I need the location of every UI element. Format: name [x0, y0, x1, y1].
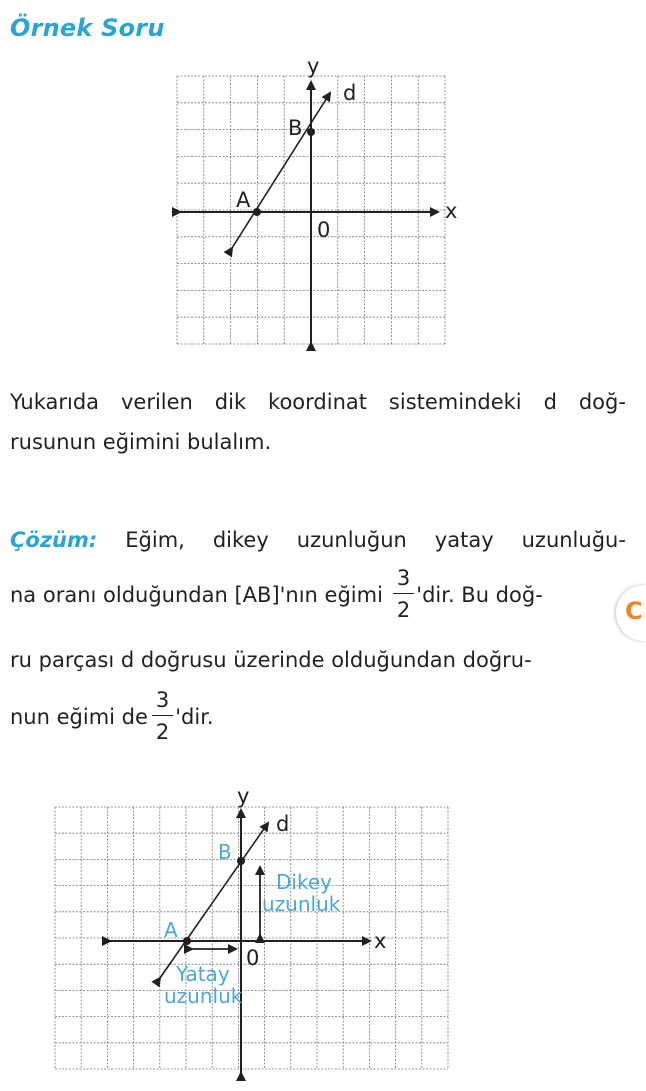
solution-word: Eğim, — [125, 528, 185, 552]
question-word: sistemindeki — [388, 390, 522, 414]
solution-text: nun eğimi de — [10, 704, 148, 729]
point-a — [253, 208, 261, 216]
question-word: doğ- — [578, 390, 626, 414]
solution-word: uzunluğu- — [521, 528, 626, 552]
solution-word: yatay — [434, 528, 494, 552]
y-axis-label: y — [237, 784, 250, 808]
line-d-label: d — [276, 812, 290, 836]
question-word: d — [543, 390, 557, 414]
solution-text: na oranı olduğundan [AB]'nın eğimi — [10, 582, 383, 607]
solution-word: uzunluğun — [296, 528, 407, 552]
x-axis-label: x — [374, 929, 387, 953]
point-a-label: A — [164, 918, 178, 942]
coordinate-graph-2 — [40, 785, 460, 1085]
solution-line-1 — [10, 528, 626, 552]
fraction-numerator: 3 — [152, 690, 173, 716]
point-a-label: A — [236, 188, 251, 212]
origin-label: 0 — [317, 218, 331, 242]
slope-fraction — [152, 690, 173, 743]
slope-fraction — [393, 568, 414, 621]
edge-tab-letter: C — [625, 597, 643, 625]
solution-line-2 — [10, 568, 626, 621]
line-d — [232, 93, 330, 248]
solution-line-4 — [10, 690, 626, 743]
y-axis-label: y — [307, 54, 320, 78]
line-d-label: d — [343, 81, 357, 105]
horizontal-length-label-line1: Yatay — [176, 962, 230, 986]
point-b-label: B — [288, 116, 303, 140]
question-word: Yukarıda — [10, 390, 100, 414]
solution-label: Çözüm: — [10, 528, 98, 552]
point-b — [307, 128, 315, 136]
horizontal-length-label-line2: uzunluk — [164, 984, 243, 1008]
origin-label: 0 — [246, 946, 260, 970]
x-axis-label: x — [445, 199, 458, 223]
question-line-2: rusunun eğimini bulalım. — [10, 430, 272, 454]
question-word: dik — [214, 390, 247, 414]
solution-text: 'dir. Bu doğ- — [416, 582, 543, 607]
solution-line-3: ru parçası d doğrusu üzerinde olduğundan doğru- — [10, 648, 532, 672]
fraction-denominator: 2 — [155, 720, 170, 744]
question-line-1 — [10, 390, 626, 414]
coordinate-graph-1 — [170, 55, 470, 355]
vertical-length-label-line1: Dikey — [276, 870, 332, 894]
fraction-numerator: 3 — [393, 568, 414, 594]
solution-word: dikey — [212, 528, 269, 552]
fraction-denominator: 2 — [396, 598, 411, 622]
point-b-label: B — [218, 840, 232, 864]
point-a — [183, 937, 191, 945]
question-word: verilen — [120, 390, 193, 414]
vertical-length-label-line2: uzunluk — [262, 892, 341, 916]
solution-text: 'dir. — [175, 704, 214, 729]
point-b — [237, 857, 245, 865]
example-heading: Örnek Soru — [10, 14, 165, 42]
question-word: koordinat — [268, 390, 367, 414]
